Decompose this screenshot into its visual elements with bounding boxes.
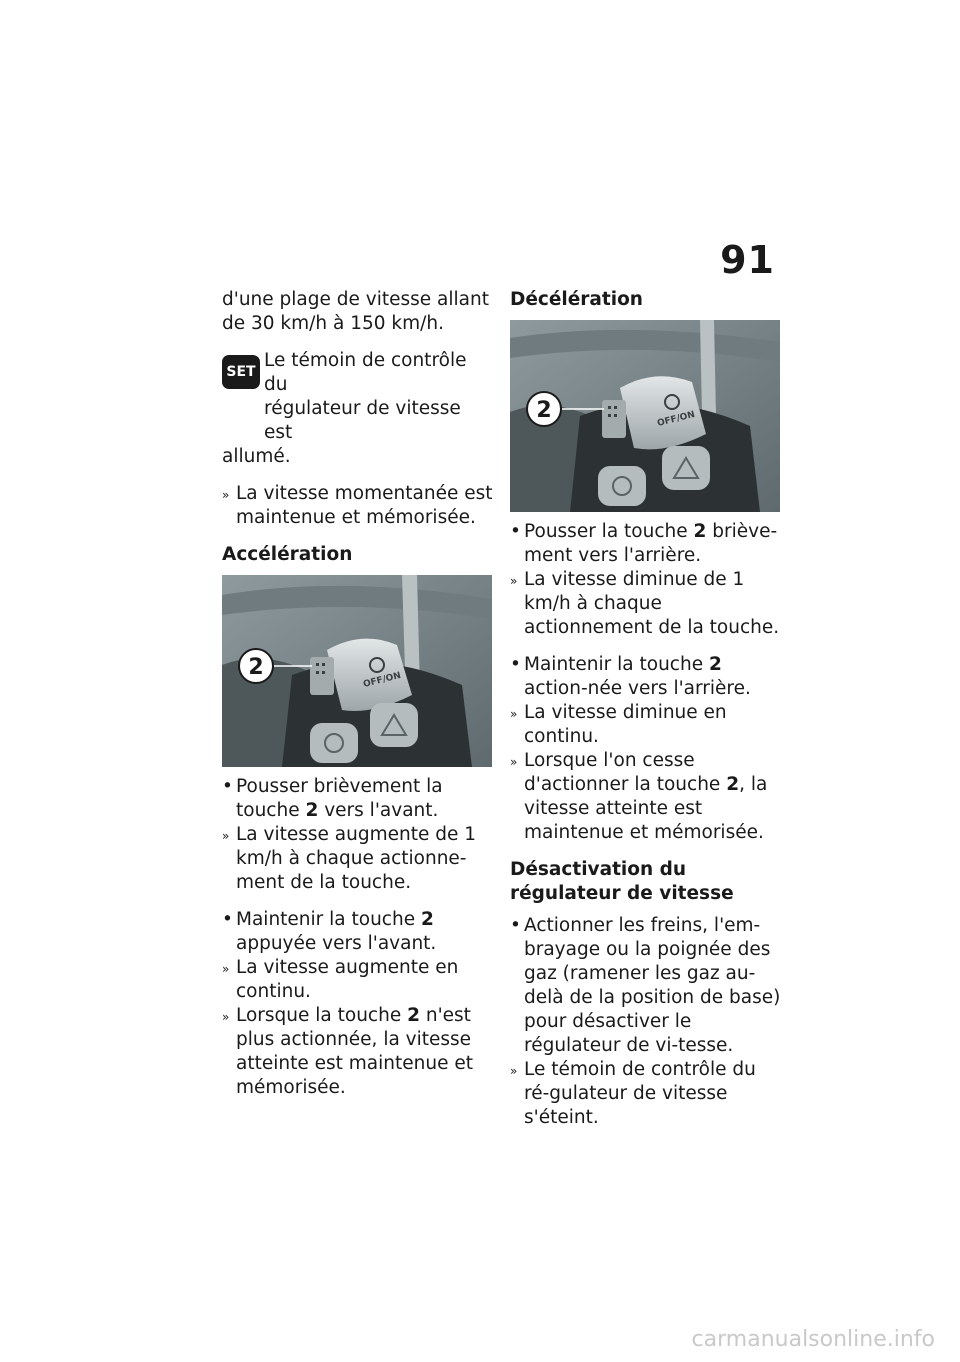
bullet-marker: • [222, 776, 233, 797]
result-item [510, 749, 782, 845]
result-text: Le témoin de contrôle du ré-gulateur de vitesse s'éteint. [524, 1059, 756, 1128]
result-item [510, 568, 782, 640]
switch-label: OFF/ON [362, 670, 403, 690]
handlebar-switch-photo [510, 320, 780, 512]
result-key-ref: 2 [407, 1005, 420, 1026]
switch-label: OFF/ON [656, 409, 697, 429]
right-column [510, 288, 782, 1130]
step-item [510, 914, 782, 1058]
result-text: La vitesse diminue en continu. [524, 702, 727, 747]
result-marker: » [510, 707, 518, 721]
result-marker: » [222, 829, 230, 843]
result-text: La vitesse augmente de 1 km/h à chaque actionne-ment de la touche. [236, 824, 477, 893]
result-marker: » [222, 1010, 230, 1024]
result-item [222, 1004, 494, 1100]
step-item [510, 653, 782, 701]
step-text: Pousser la touche [524, 521, 694, 542]
result-marker: » [510, 1064, 518, 1078]
step-text: vers l'avant. [318, 800, 439, 821]
heading-deactivation: Désactivation du régulateur de vitesse [510, 859, 734, 904]
step-text: action-née vers l'arrière. [524, 678, 751, 699]
indicator-text-line: Le témoin de contrôle du [264, 350, 467, 395]
result-marker: » [222, 488, 230, 502]
step-text: Pousser brièvement la touche [236, 776, 443, 821]
step-text: Maintenir la touche [236, 909, 421, 930]
result-text: Lorsque la touche [236, 1005, 408, 1026]
bullet-marker: • [510, 915, 521, 936]
page-number: 91 [720, 238, 775, 282]
step-text: Actionner les freins, l'em-brayage ou la poignée des gaz (ramener les gaz au-delà de la position de base) pour désactiver le régulateur de vi-tesse. [524, 915, 781, 1056]
step-text: Maintenir la touche [524, 654, 709, 675]
result-marker: » [510, 755, 518, 769]
watermark: carmanualsonline.info [691, 1327, 935, 1352]
step-text: appuyée vers l'avant. [236, 933, 437, 954]
result-item [510, 1058, 782, 1130]
result-item [222, 482, 494, 530]
step-text: briève-ment vers l'arrière. [524, 521, 778, 566]
photo-callout-label: 2 [536, 398, 552, 423]
result-key-ref: 2 [726, 774, 740, 795]
bullet-marker: • [510, 654, 521, 675]
handlebar-switch-photo [222, 575, 492, 767]
step-key-ref: 2 [708, 654, 722, 675]
result-marker: » [510, 574, 518, 588]
indicator-text-line: allumé. [222, 446, 291, 467]
bullet-marker: • [222, 909, 233, 930]
step-item [510, 520, 782, 568]
bullet-marker: • [510, 521, 521, 542]
indicator-block [222, 349, 494, 445]
step-item [222, 908, 494, 956]
step-key-ref: 2 [420, 909, 434, 930]
left-column [222, 288, 494, 1100]
set-indicator-icon: SET [222, 355, 260, 389]
result-text: , la vitesse atteinte est maintenue et mémorisée. [524, 774, 768, 843]
result-marker: » [222, 962, 230, 976]
result-item [510, 701, 782, 749]
result-text: n'est plus actionnée, la vitesse atteinte est maintenue et mémorisée. [236, 1005, 473, 1098]
heading-acceleration: Accélération [222, 544, 353, 565]
result-item [222, 956, 494, 1004]
result-text: La vitesse diminue de 1 km/h à chaque actionnement de la touche. [524, 569, 780, 638]
step-item [222, 775, 494, 823]
result-text: Lorsque l'on cesse d'actionner la touche [524, 750, 727, 795]
result-text: La vitesse augmente en continu. [236, 957, 459, 1002]
result-item [222, 823, 494, 895]
result-text: La vitesse momentanée est maintenue et mémorisée. [236, 483, 493, 528]
step-key-ref: 2 [305, 800, 319, 821]
intro-text: d'une plage de vitesse allant de 30 km/h à 150 km/h. [222, 289, 489, 334]
indicator-text-line: régulateur de vitesse est [264, 398, 461, 443]
photo-callout-label: 2 [248, 655, 264, 680]
step-key-ref: 2 [693, 521, 707, 542]
heading-deceleration: Décélération [510, 289, 643, 310]
